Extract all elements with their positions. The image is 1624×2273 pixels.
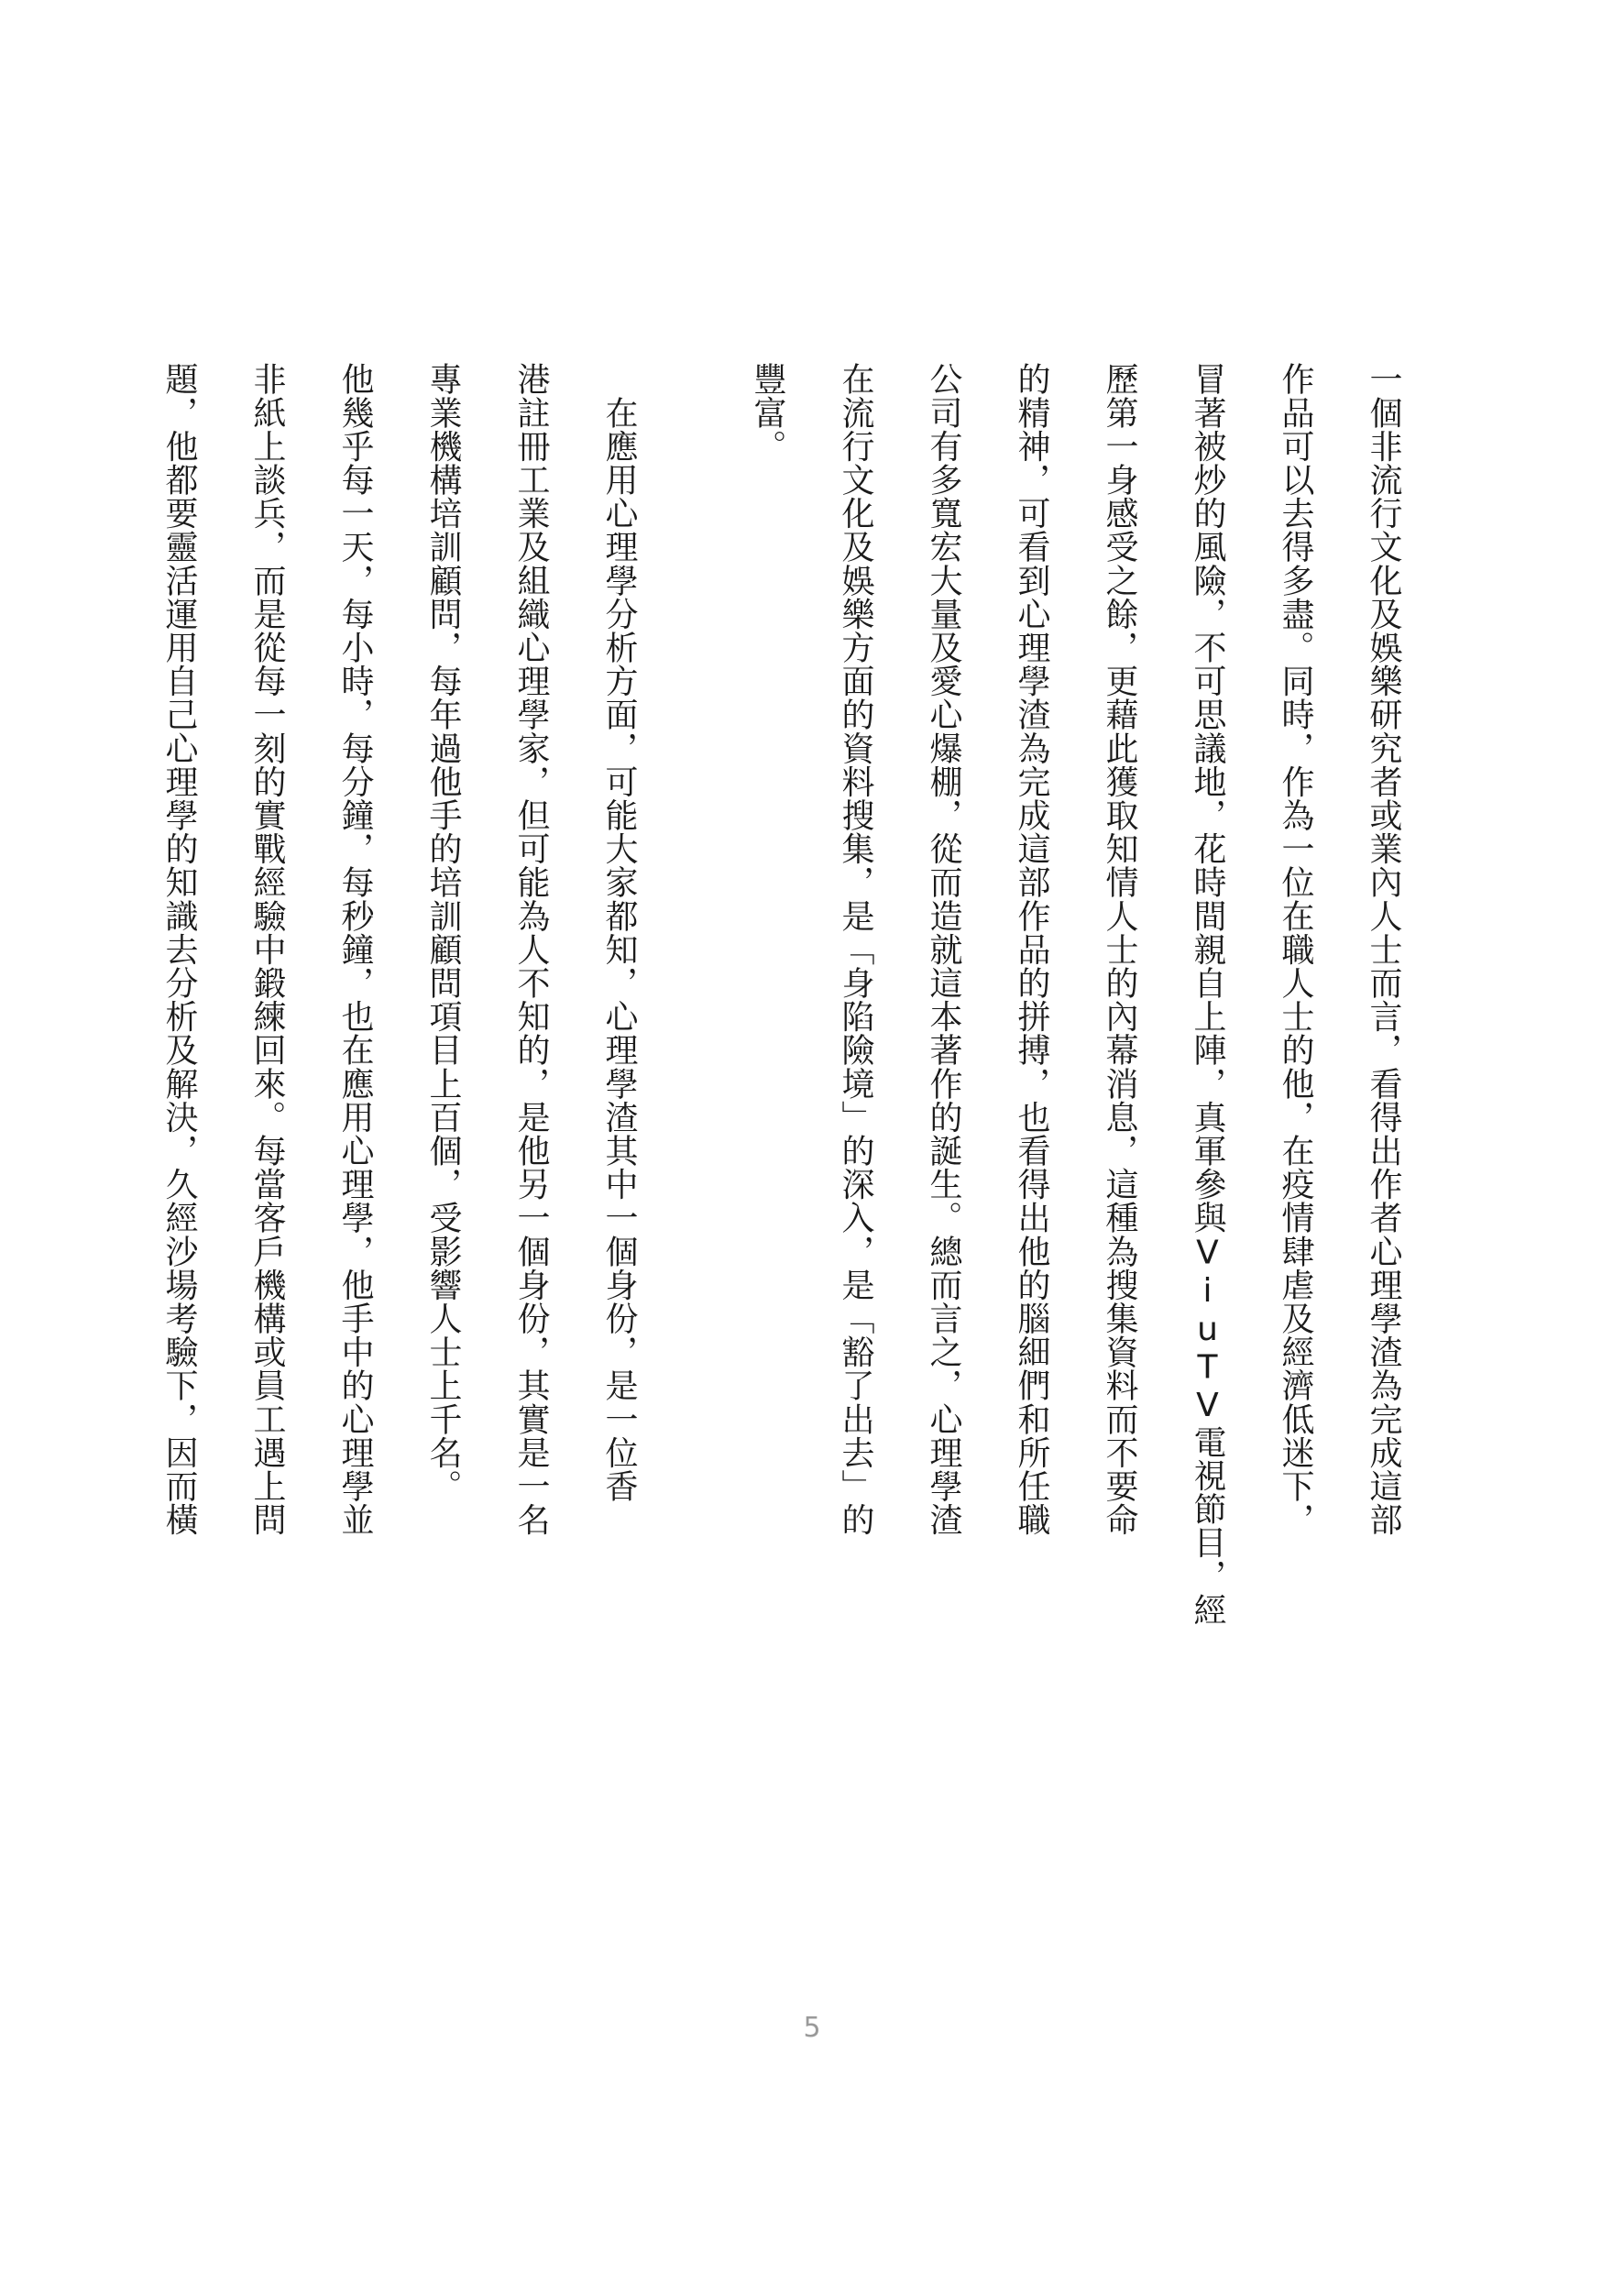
text-column-9: 在應用心理學分析方面，可能大家都知，心理學渣其中一個身份，是一位香 (600, 362, 638, 1503)
text-column-1: 一個非流行文化及娛樂研究者或業內人士而言，看得出作者心理學渣為完成這部 (1365, 362, 1402, 1536)
text-column-8: 豐富。 (749, 362, 786, 463)
text-column-14: 題，他都要靈活運用自己心理學的知識去分析及解決，久經沙場考驗下，因而橫 (160, 362, 198, 1536)
text-column-4: 歷第一身感受之餘，更藉此獲取知情人士的內幕消息，這種為搜集資料而不要命 (1101, 362, 1138, 1536)
text-column-5: 的精神，可看到心理學渣為完成這部作品的拼搏，也看得出他的腦細們和所任職 (1013, 362, 1050, 1536)
text-column-10: 港註冊工業及組織心理學家，但可能為人不知的，是他另一個身份，其實是一名 (512, 362, 550, 1536)
text-column-2: 作品可以去得多盡。同時，作為一位在職人士的他，在疫情肆虐及經濟低迷下， (1277, 362, 1314, 1536)
text-column-6: 公司有多寬宏大量及愛心爆棚，從而造就這本著作的誕生。總而言之，心理學渣 (925, 362, 962, 1536)
text-column-3: 冒著被炒的風險，不可思議地，花時間親自上陣，真軍參與ViuTV電視節目，經 (1189, 362, 1226, 1627)
text-column-11: 專業機構培訓顧問，每年過他手的培訓顧問項目上百個，受影響人士上千名。 (424, 362, 462, 1503)
vertical-columns (148, 362, 1413, 1792)
text-column-13: 非紙上談兵，而是從每一刻的實戰經驗中鍛練回來。每當客戶機構或員工遇上問 (248, 362, 286, 1536)
page-number: 5 (803, 2012, 821, 2044)
body-text (160, 362, 1413, 1792)
paragraph-gap (676, 362, 709, 1792)
text-column-12: 他幾乎每一天，每小時，每分鐘，每秒鐘，也在應用心理學，他手中的心理學並 (336, 362, 374, 1536)
text-column-7: 在流行文化及娛樂方面的資料搜集，是「身陷險境」的深入，是「豁了出去」的 (837, 362, 874, 1536)
